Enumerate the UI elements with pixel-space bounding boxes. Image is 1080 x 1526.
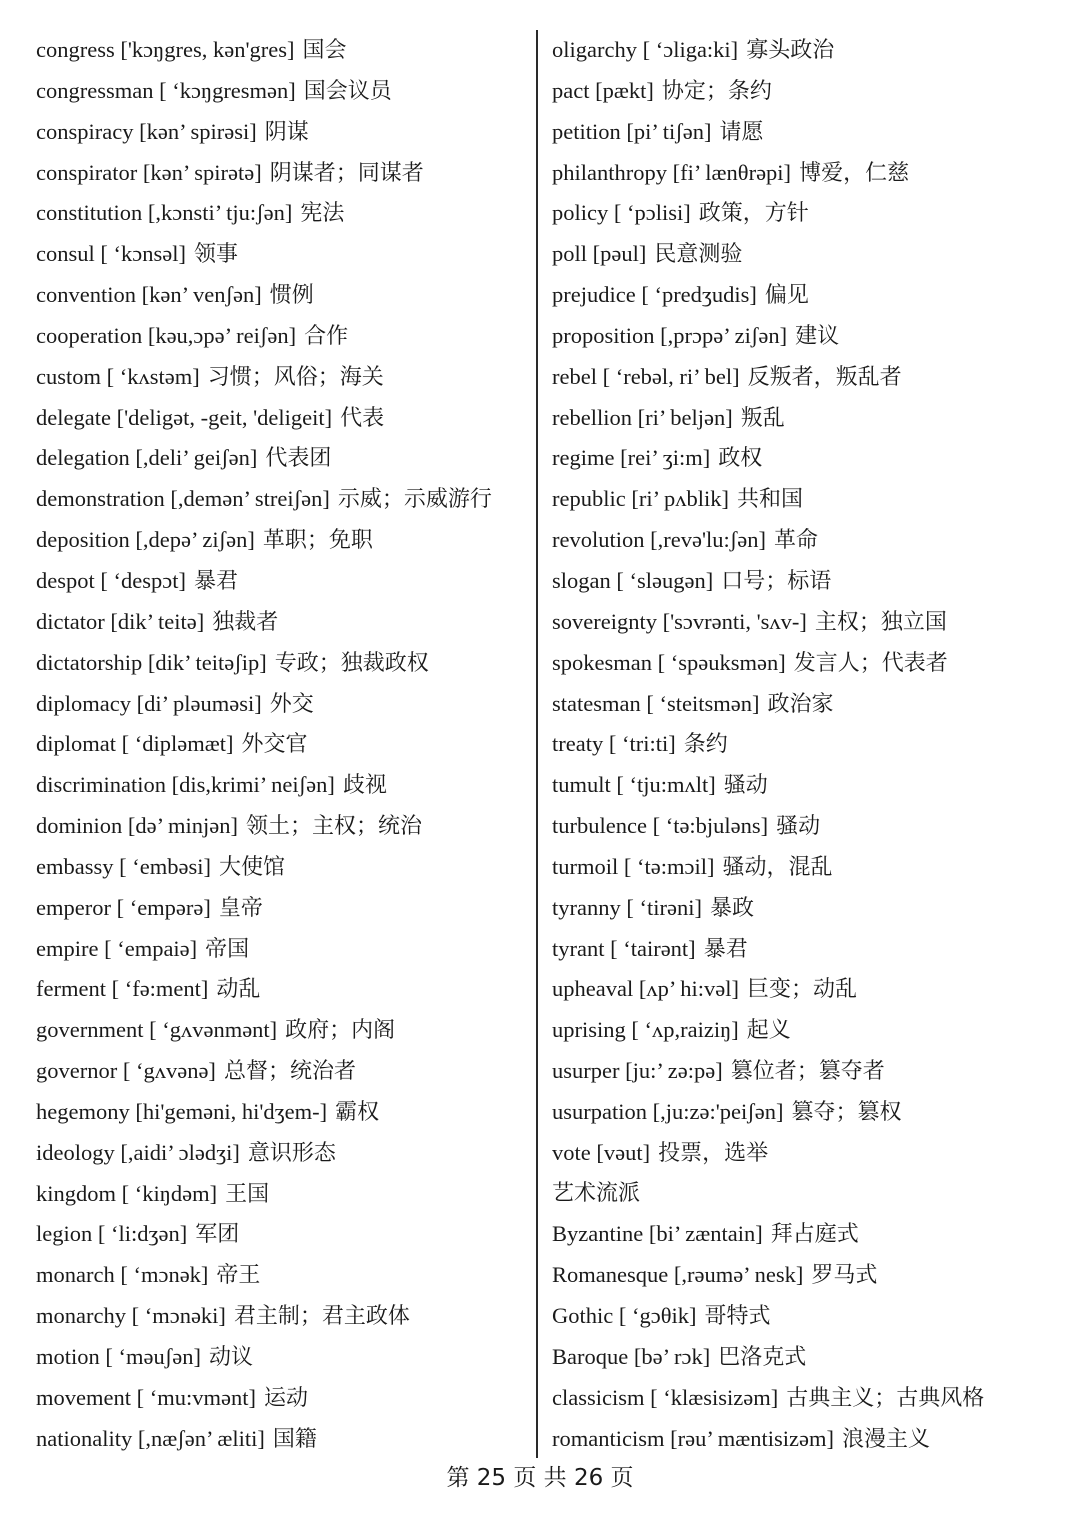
vocab-term: revolution [,revə'lu:ʃən] <box>552 527 766 553</box>
vocab-entry <box>552 153 1062 194</box>
vocab-entry <box>552 929 1062 970</box>
vocab-entry <box>552 806 1062 847</box>
vocab-term: republic [ri’ pʌblik] <box>552 486 730 512</box>
vocab-translation: 军团 <box>195 1222 240 1248</box>
vocab-translation: 皇帝 <box>218 895 263 921</box>
vocab-translation: 暴君 <box>193 568 238 594</box>
vocab-entry <box>552 888 1062 929</box>
vocab-entry <box>552 969 1062 1010</box>
vocab-term: romanticism [rəu’ mæntisizəm] <box>552 1425 835 1451</box>
vocab-translation: 浪漫主义 <box>842 1426 931 1452</box>
vocab-entry <box>552 1337 1062 1378</box>
vocab-term: demonstration [,demən’ streiʃən] <box>36 486 330 512</box>
vocab-translation: 反叛者，叛乱者 <box>747 364 902 390</box>
vocab-translation: 代表团 <box>265 446 332 472</box>
vocab-translation: 政权 <box>718 446 763 472</box>
vocab-entry <box>552 112 1062 153</box>
vocab-translation: 骚动 <box>723 773 768 799</box>
vocab-translation: 协定；条约 <box>661 78 772 104</box>
vocab-entry <box>36 724 526 765</box>
vocab-translation: 巨变；动乱 <box>747 977 858 1003</box>
vocab-term: Gothic [ ‘gɔθik] <box>552 1303 697 1329</box>
vocab-entry <box>552 1051 1062 1092</box>
vocab-entry <box>36 643 526 684</box>
vocab-term: convention [kən’ venʃən] <box>36 282 262 308</box>
vocab-entry <box>36 438 526 479</box>
vocab-translation: 政治家 <box>767 691 834 717</box>
vocab-translation: 巴洛克式 <box>718 1345 807 1370</box>
vocab-translation: 口号；标语 <box>721 568 832 594</box>
vocab-entry <box>36 561 526 602</box>
vocab-entry <box>36 357 526 398</box>
vocab-entry <box>36 1092 526 1133</box>
vocab-translation: 动乱 <box>216 977 261 1003</box>
vocab-entry <box>552 1214 1062 1255</box>
vocab-term: Byzantine [bi’ zæntain] <box>552 1221 763 1247</box>
vocab-term: uprising [ ‘ʌp,raiziŋ] <box>552 1017 739 1043</box>
vocab-entry <box>552 1133 1062 1174</box>
vocab-translation: 示威；示威游行 <box>337 487 492 513</box>
vocab-term: congress ['kɔŋgres, kən'gres] <box>36 37 295 62</box>
vocab-entry <box>552 1378 1062 1419</box>
vocab-entry <box>36 806 526 847</box>
vocab-translation: 请愿 <box>719 119 764 145</box>
vocab-entry <box>36 684 526 725</box>
vocab-term: vote [vəut] <box>552 1139 651 1165</box>
vocab-term: policy [ ‘pɔlisi] <box>552 200 691 226</box>
vocab-term: movement [ ‘mu:vmənt] <box>36 1384 256 1410</box>
vocab-translation: 惯例 <box>269 283 314 309</box>
vocab-entry <box>36 602 526 643</box>
vocab-entry <box>552 1419 1062 1460</box>
vocab-entry <box>552 438 1062 479</box>
vocab-translation: 条约 <box>683 732 728 758</box>
vocab-translation: 偏见 <box>764 283 809 309</box>
vocab-translation: 专政；独裁政权 <box>274 650 429 676</box>
vocab-entry <box>552 30 1062 71</box>
vocab-term: monarchy [ ‘mɔnəki] <box>36 1303 226 1329</box>
column-divider <box>536 30 538 1458</box>
vocab-term: embassy [ ‘embəsi] <box>36 853 211 879</box>
vocab-translation: 国会 <box>302 38 347 63</box>
vocab-entry <box>552 520 1062 561</box>
vocab-term: statesman [ ‘steitsmən] <box>552 690 760 716</box>
vocab-translation: 帝王 <box>216 1263 261 1289</box>
vocab-translation: 博爱，仁慈 <box>799 160 910 186</box>
vocab-entry <box>552 643 1062 684</box>
vocab-entry <box>552 1255 1062 1296</box>
vocab-entry <box>36 1133 526 1174</box>
vocab-term: cooperation [kəu,ɔpə’ reiʃən] <box>36 322 297 348</box>
vocab-entry <box>36 1255 526 1296</box>
vocab-translation: 骚动 <box>776 814 821 840</box>
vocab-term: turbulence [ ‘tə:bjuləns] <box>552 813 769 839</box>
vocab-translation: 寡头政治 <box>746 38 835 63</box>
vocab-term: Baroque [bə’ rɔk] <box>552 1344 711 1369</box>
vocab-term: petition [pi’ tiʃən] <box>552 118 712 144</box>
vocab-entry <box>552 847 1062 888</box>
vocab-entry <box>36 969 526 1010</box>
vocab-translation: 霸权 <box>335 1099 380 1125</box>
vocab-translation: 代表 <box>340 405 385 431</box>
vocab-translation: 合作 <box>304 323 349 349</box>
vocab-term: tyrant [ ‘tairənt] <box>552 935 696 961</box>
vocab-term: rebellion [ri’ beljən] <box>552 404 733 430</box>
vocab-term: delegation [,deli’ geiʃən] <box>36 445 258 471</box>
vocab-translation: 君主制；君主政体 <box>233 1304 410 1330</box>
vocab-translation: 暴政 <box>709 895 754 921</box>
vocab-entry <box>36 888 526 929</box>
vocab-term: poll [pəul] <box>552 241 647 267</box>
vocab-term: ferment [ ‘fə:ment] <box>36 976 209 1002</box>
vocab-entry <box>552 71 1062 112</box>
vocab-translation: 阴谋 <box>264 119 309 145</box>
vocab-translation: 独裁者 <box>212 609 279 635</box>
vocab-entry <box>552 275 1062 316</box>
vocab-term: despot [ ‘despɔt] <box>36 567 186 593</box>
vocab-term: spokesman [ ‘spəuksmən] <box>552 649 786 675</box>
vocab-term: conspirator [kən’ spirətə] <box>36 159 262 185</box>
vocab-term: delegate ['deligət, -geit, 'deligeit] <box>36 404 333 430</box>
vocab-translation: 共和国 <box>737 487 804 513</box>
vocab-term: rebel [ ‘rebəl, ri’ bel] <box>552 363 740 389</box>
vocab-entry <box>36 520 526 561</box>
vocab-term: regime [rei’ ʒi:m] <box>552 445 711 471</box>
vocab-translation: 大使馆 <box>218 854 285 880</box>
vocab-entry <box>36 1378 526 1419</box>
vocab-translation: 宪法 <box>300 201 345 227</box>
section-heading: 艺术流派 <box>552 1180 641 1206</box>
vocab-entry <box>552 765 1062 806</box>
vocab-entry <box>36 398 526 439</box>
vocab-entry <box>552 398 1062 439</box>
vocab-entry <box>36 234 526 275</box>
vocab-term: usurper [ju:’ zə:pə] <box>552 1058 723 1084</box>
vocab-term: nationality [,næʃən’ æliti] <box>36 1425 265 1451</box>
vocab-translation: 骚动，混乱 <box>722 854 833 880</box>
vocab-term: ideology [,aidi’ ɔlədʒi] <box>36 1139 240 1165</box>
vocab-term: kingdom [ ‘kiŋdəm] <box>36 1180 218 1206</box>
vocab-entry <box>36 153 526 194</box>
vocab-entry <box>36 316 526 357</box>
vocab-translation: 外交 <box>269 691 314 717</box>
vocab-term: usurpation [,ju:zə:'peiʃən] <box>552 1098 784 1124</box>
vocab-term: hegemony [hi'geməni, hi'dʒem-] <box>36 1098 328 1124</box>
vocab-translation: 暴君 <box>703 936 748 962</box>
vocab-entry <box>36 1419 526 1460</box>
vocab-term: tyranny [ ‘tirəni] <box>552 894 702 920</box>
vocab-term: prejudice [ ‘predʒudis] <box>552 282 757 308</box>
vocab-term: empire [ ‘empaiə] <box>36 935 198 961</box>
vocab-term: dominion [də’ minjən] <box>36 813 239 839</box>
vocab-entry <box>552 234 1062 275</box>
vocab-term: custom [ ‘kʌstəm] <box>36 363 200 389</box>
vocab-translation: 篡夺；篡权 <box>791 1099 902 1125</box>
vocab-translation: 哥特式 <box>704 1304 771 1330</box>
vocab-entry <box>36 1010 526 1051</box>
vocab-term: emperor [ ‘empərə] <box>36 894 211 920</box>
vocab-translation: 运动 <box>263 1385 308 1411</box>
vocab-term: sovereignty ['sɔvrənti, 'sʌv-] <box>552 608 807 634</box>
vocab-term: constitution [,kɔnsti’ tju:ʃən] <box>36 200 293 226</box>
vocab-translation: 总督；统治者 <box>223 1059 356 1085</box>
vocab-translation: 动议 <box>208 1345 253 1370</box>
vocab-term: Romanesque [,rəumə’ nesk] <box>552 1262 804 1288</box>
vocab-translation: 外交官 <box>241 732 308 758</box>
vocab-entry <box>552 1010 1062 1051</box>
vocab-term: diplomacy [di’ pləuməsi] <box>36 690 262 716</box>
vocab-entry <box>36 112 526 153</box>
vocab-entry <box>36 1337 526 1378</box>
vocab-term: monarch [ ‘mɔnək] <box>36 1262 209 1288</box>
vocab-term: legion [ ‘li:dʒən] <box>36 1221 188 1247</box>
vocab-translation: 领土；主权；统治 <box>246 814 423 840</box>
left-column <box>36 30 526 1460</box>
vocab-entry <box>552 193 1062 234</box>
vocab-term: conspiracy [kən’ spirəsi] <box>36 118 257 144</box>
vocab-term: congressman [ ‘kɔŋgresmən] <box>36 77 296 103</box>
vocab-term: proposition [,prɔpə’ ziʃən] <box>552 322 788 348</box>
vocab-term: diplomat [ ‘dipləmæt] <box>36 731 234 757</box>
vocab-translation: 革职；免职 <box>262 528 373 554</box>
vocab-term: philanthropy [fi’ lænθrəpi] <box>552 159 792 185</box>
vocab-entry <box>36 71 526 112</box>
vocab-translation: 罗马式 <box>811 1263 878 1289</box>
vocab-translation: 篡位者；篡夺者 <box>730 1059 885 1085</box>
page-footer: 第 25 页 共 26 页 <box>446 1465 634 1491</box>
vocab-translation: 国籍 <box>272 1426 317 1452</box>
vocab-entry <box>552 602 1062 643</box>
right-column <box>552 30 1062 1460</box>
vocab-entry <box>552 1092 1062 1133</box>
vocab-translation: 习惯；风俗；海关 <box>207 364 384 390</box>
vocab-entry <box>552 479 1062 520</box>
vocab-term: tumult [ ‘tju:mʌlt] <box>552 772 716 798</box>
vocab-term: turmoil [ ‘tə:mɔil] <box>552 853 715 879</box>
vocab-translation: 起义 <box>746 1018 791 1044</box>
vocab-entry <box>552 684 1062 725</box>
vocab-term: discrimination [dis,krimi’ neiʃən] <box>36 772 335 798</box>
vocab-entry <box>36 1174 526 1215</box>
vocab-translation: 民意测验 <box>654 242 743 268</box>
vocab-entry <box>552 561 1062 602</box>
vocab-translation: 王国 <box>225 1181 270 1207</box>
vocab-translation: 国会议员 <box>303 78 392 104</box>
vocab-entry <box>552 316 1062 357</box>
vocab-term: slogan [ ‘sləugən] <box>552 567 714 593</box>
vocab-translation: 主权；独立国 <box>814 609 947 635</box>
vocab-entry <box>36 30 526 71</box>
vocab-translation: 拜占庭式 <box>770 1222 859 1248</box>
vocab-entry <box>36 1214 526 1255</box>
vocab-entry <box>552 357 1062 398</box>
vocab-translation: 发言人；代表者 <box>793 650 948 676</box>
vocab-translation: 领事 <box>193 242 238 268</box>
vocab-term: classicism [ ‘klæsisizəm] <box>552 1384 779 1410</box>
vocab-translation: 叛乱 <box>740 405 785 431</box>
vocab-term: governor [ ‘gʌvənə] <box>36 1058 216 1084</box>
vocab-entry <box>36 275 526 316</box>
vocab-term: motion [ ‘məuʃən] <box>36 1344 201 1369</box>
vocab-translation: 政策，方针 <box>698 201 809 227</box>
vocab-term: upheaval [ʌp’ hi:vəl] <box>552 976 740 1002</box>
vocab-entry <box>36 847 526 888</box>
vocab-translation: 建议 <box>795 323 840 349</box>
vocab-translation: 帝国 <box>205 936 250 962</box>
vocab-entry <box>36 765 526 806</box>
vocab-entry <box>36 193 526 234</box>
vocab-translation: 投票，选举 <box>658 1140 769 1166</box>
vocab-entry <box>36 929 526 970</box>
vocab-translation: 政府；内阁 <box>285 1018 396 1044</box>
vocab-translation: 革命 <box>773 528 818 554</box>
vocab-entry <box>552 1296 1062 1337</box>
vocab-entry <box>36 1296 526 1337</box>
vocab-entry <box>36 479 526 520</box>
vocab-translation: 歧视 <box>342 773 387 799</box>
vocab-translation: 阴谋者；同谋者 <box>269 160 424 186</box>
vocab-entry <box>36 1051 526 1092</box>
vocab-term: pact [pækt] <box>552 77 654 103</box>
vocab-term: dictator [dik’ teitə] <box>36 608 205 634</box>
vocab-term: dictatorship [dik’ teitəʃip] <box>36 649 267 675</box>
vocab-term: consul [ ‘kɔnsəl] <box>36 241 186 267</box>
vocab-entry <box>552 724 1062 765</box>
vocab-translation: 意识形态 <box>247 1140 336 1166</box>
vocab-term: government [ ‘gʌvənmənt] <box>36 1017 278 1043</box>
vocab-translation: 古典主义；古典风格 <box>786 1385 985 1411</box>
vocab-term: treaty [ ‘tri:ti] <box>552 731 676 757</box>
vocab-term: oligarchy [ ‘ɔliga:ki] <box>552 37 739 62</box>
vocab-term: deposition [,depə’ ziʃən] <box>36 527 255 553</box>
